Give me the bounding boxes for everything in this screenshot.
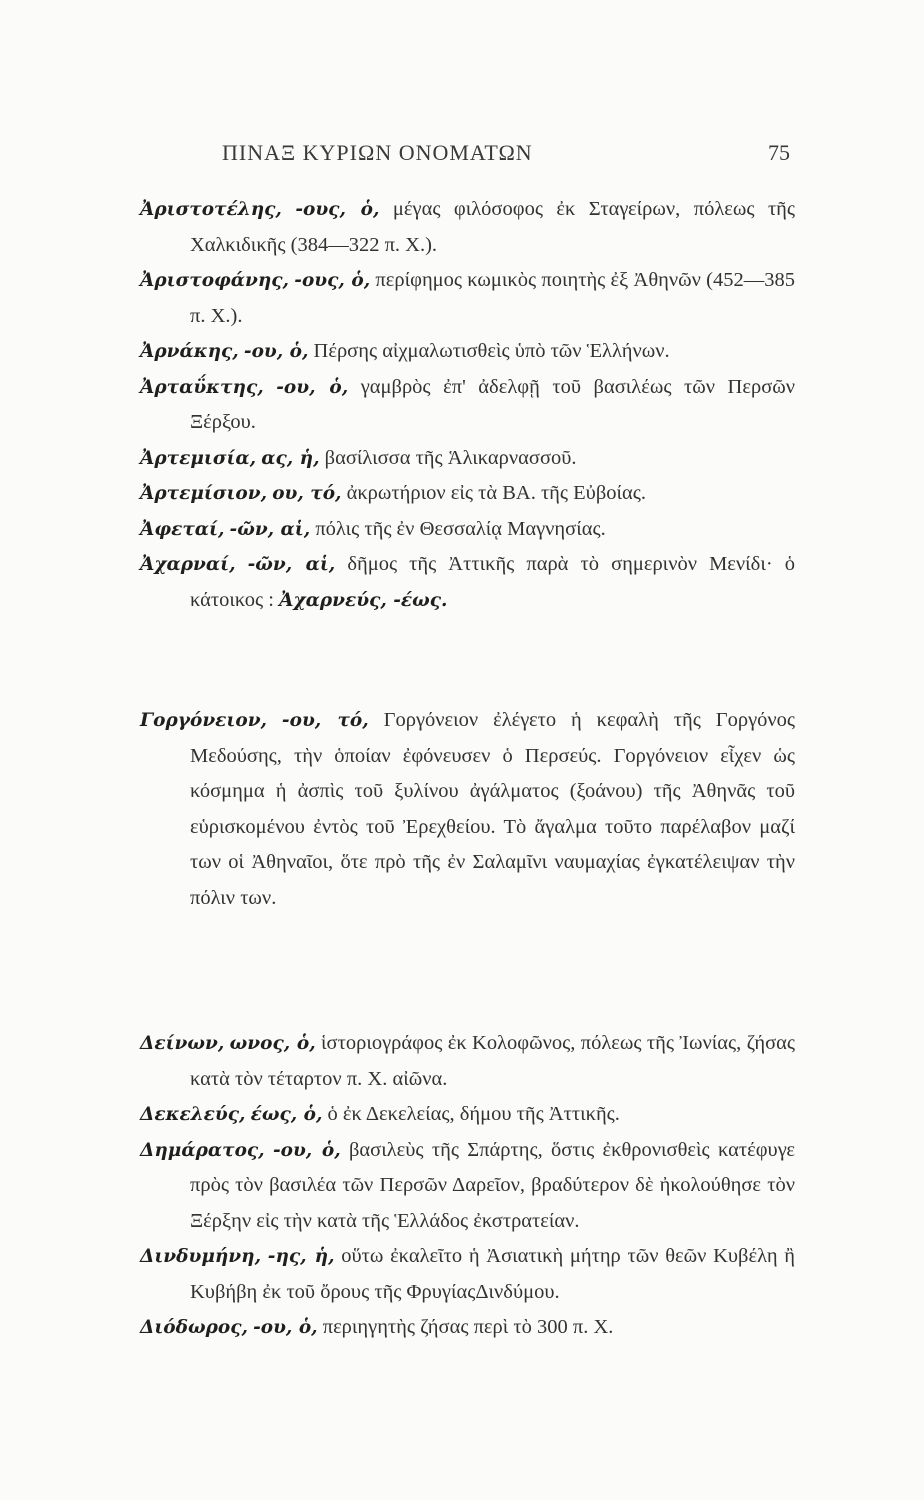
entry-aphetai: [140, 512, 795, 548]
definition: γαμβρὸς ἐπ' ἀδελφῇ τοῦ βασιλέως τῶν Περσῶν Ξέρξου.: [190, 375, 796, 433]
headword: Γοργόνειον,: [140, 710, 267, 731]
grammar-info: -ου, τό,: [281, 710, 369, 731]
grammar-info: ας, ἡ,: [261, 447, 320, 469]
entry-artayktes: [140, 370, 795, 441]
definition: Πέρσης αἰχμαλωτισθεὶς ὑπὸ τῶν Ἑλλήνων.: [313, 340, 670, 362]
headword: Δείνων,: [140, 1033, 225, 1054]
definition: βασίλισσα τῆς Ἁλικαρνασσοῦ.: [324, 446, 577, 469]
entry-arnakes: [140, 334, 795, 370]
headword: Διόδωρος,: [140, 1317, 248, 1338]
entry-gorgoneion: [140, 703, 795, 916]
grammar-info: έως, ὁ,: [250, 1104, 323, 1125]
headword: Ἀφεταί,: [140, 518, 225, 540]
section-delta: [140, 1026, 795, 1346]
entry-artemision: [140, 476, 795, 512]
section-gamma: [140, 703, 795, 916]
definition: βασιλεὺς τῆς Σπάρτης, ὅστις ἐκθρονισθεὶς κατέφυγε πρὸς τὸν βασιλέα τῶν Περσῶν Δαρεῖον, βραδύτερον δὲ ἠκολούθησε τὸν Ξέρξην εἰς τὴν κατὰ τῆς Ἑλλάδος ἐκστρατείαν.: [190, 1138, 796, 1232]
definition: ἀκρωτήριον εἰς τὰ ΒΑ. τῆς Εὐβοίας.: [346, 482, 647, 504]
grammar-info: -ου, ὁ,: [253, 1317, 318, 1338]
headword: Ἀριστοφάνης,: [140, 270, 290, 291]
entry-deinon: [140, 1026, 795, 1097]
definition: μέγας φιλόσοφος ἐκ Σταγείρων, πόλεως τῆς Χαλκιδικῆς (384—322 π. Χ.).: [190, 198, 796, 256]
entry-demaratos: [140, 1133, 795, 1240]
entry-diodoros: [140, 1310, 795, 1346]
entry-dekeleus: [140, 1097, 795, 1133]
grammar-info: -ου, ὁ,: [272, 1139, 341, 1161]
grammar-info: -ους, ὁ,: [295, 199, 380, 220]
grammar-info: ου, τό,: [272, 483, 342, 504]
headword: Ἀριστοτέλης,: [140, 199, 282, 220]
section-alpha: [140, 192, 795, 618]
entry-aristophanes: [140, 263, 795, 334]
running-header: [222, 140, 790, 174]
grammar-info: -ης, ἡ,: [267, 1246, 335, 1267]
grammar-info: -ου, ὁ,: [276, 376, 349, 398]
entry-artemisia: [140, 441, 795, 477]
headword: Ἀρνάκης,: [140, 341, 239, 362]
headword: Δινδυμήνη,: [140, 1246, 262, 1267]
header-title: ΠΙΝΑΞ ΚΥΡΙΩΝ ΟΝΟΜΑΤΩΝ: [222, 140, 533, 165]
derived-headword: Ἀχαρνεύς, -έως.: [279, 589, 448, 611]
definition: περιηγητὴς ζήσας περὶ τὸ 300 π. Χ.: [322, 1316, 614, 1338]
grammar-info: -ῶν, αἱ,: [229, 518, 311, 540]
definition: ὁ ἐκ Δεκελείας, δήμου τῆς Ἀττικῆς.: [327, 1103, 620, 1125]
headword: Δεκελεύς,: [140, 1104, 246, 1125]
grammar-info: ωνος, ὁ,: [229, 1033, 316, 1054]
definition: περίφημος κωμικὸς ποιητὴς ἐξ Ἀθηνῶν (452—385 π. Χ.).: [190, 269, 795, 327]
grammar-info: -ου, ὁ,: [243, 341, 309, 362]
page-number: 75: [768, 140, 790, 165]
definition: οὕτω ἐκαλεῖτο ἡ Ἀσιατικὴ μήτηρ τῶν θεῶν Κυβέλη ἢ Κυβήβη ἐκ τοῦ ὄρους τῆς ΦρυγίαςΔινδύμου.: [190, 1245, 796, 1303]
definition: Γοργόνειον ἐλέγετο ἡ κεφαλὴ τῆς Γοργόνος Μεδούσης, τὴν ὁποίαν ἐφόνευσεν ὁ Περσεύς. Γοργόνειον εἶχεν ὡς κόσμημα ἡ ἀσπὶς τοῦ ξυλίνου ἀγάλματος (ξοάνου) τῆς Ἀθηνᾶς τοῦ εὑρισκομένου ἐντὸς τοῦ Ἐρεχθείου. Τὸ ἄγαλμα τοῦτο παρέλαβον μαζί των οἱ Ἀθηναῖοι, ὅτε πρὸ τῆς ἐν Σαλαμῖνι ναυμαχίας ἐγκατέλειψαν τὴν πόλιν των.: [190, 709, 796, 909]
definition: πόλις τῆς ἐν Θεσσαλίᾳ Μαγνησίας.: [315, 517, 606, 540]
entry-aristoteles: [140, 192, 795, 263]
grammar-info: -ῶν, αἱ,: [247, 554, 336, 575]
grammar-info: -ους, ὁ,: [294, 270, 371, 291]
definition: ἱστοριογράφος ἐκ Κολοφῶνος, πόλεως τῆς Ἰωνίας, ζήσας κατὰ τὸν τέταρτον π. Χ. αἰῶνα.: [190, 1032, 795, 1090]
headword: Δημάρατος,: [140, 1139, 265, 1161]
headword: Ἀχαρναί,: [140, 554, 236, 575]
definition: δῆμος τῆς Ἀττικῆς παρὰ τὸ σημερινὸν Μενίδι· ὁ κάτοικος :: [190, 553, 796, 611]
entry-acharnai: [140, 547, 795, 618]
headword: Ἀρταΰκτης,: [140, 376, 264, 398]
entry-dindymene: [140, 1239, 795, 1310]
headword: Ἀρτεμισία,: [140, 447, 257, 469]
headword: Ἀρτεμίσιον,: [140, 483, 268, 504]
